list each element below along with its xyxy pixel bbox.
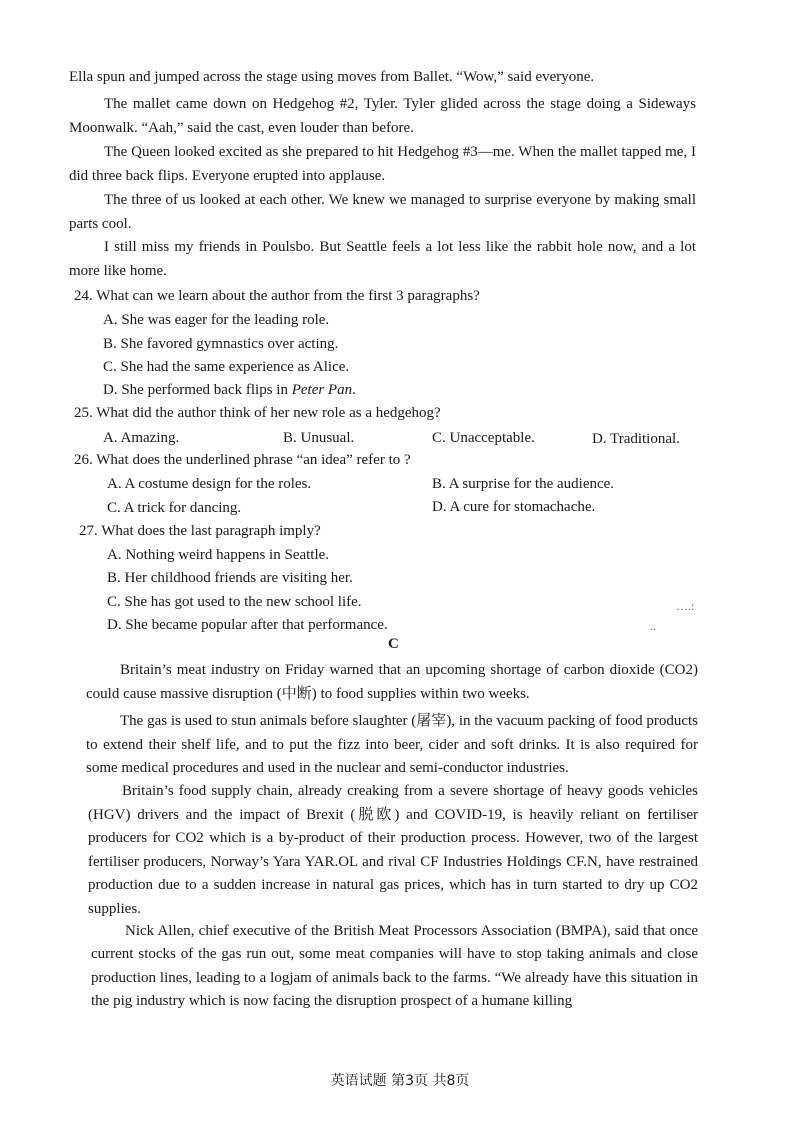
question-25-stem: 25. What did the author think of her new role as a hedgehog? xyxy=(74,405,441,421)
question-26-option-b: B. A surprise for the audience. xyxy=(432,476,615,492)
question-24-option-b: B. She favored gymnastics over acting. xyxy=(103,336,339,352)
margin-mark: .. xyxy=(650,619,656,633)
question-26-option-a: A. A costume design for the roles. xyxy=(107,476,312,492)
section-c-paragraph-2: Britain’s food supply chain, already creaking from a severe shortage of heavy goods vehicles (HGV) drivers and the impact of Brexit (脱欧) and COVID-19, is heavily reliant on fertiliser producers for CO2 which is a by-product of their production process. However, two of the largest fertiliser producers, Norway’s Yara YAR.OL and rival CF Industries Holdings CF.N, have restrained production due to a sudden increase in natural gas prices, which has in turn started to dry up CO2 supplies. xyxy=(88,783,698,917)
story-paragraph-3: The three of us looked at each other. We knew we managed to surprise everyone by making small parts cool. xyxy=(69,192,696,232)
question-27-option-d: D. She became popular after that performance. xyxy=(107,617,388,633)
section-c-title: C xyxy=(388,636,399,652)
question-27-option-b: B. Her childhood friends are visiting her. xyxy=(107,570,353,586)
story-paragraph-0: Ella spun and jumped across the stage using moves from Ballet. “Wow,” said everyone. xyxy=(69,69,595,85)
question-27-stem: 27. What does the last paragraph imply? xyxy=(79,523,321,539)
question-27-option-a: A. Nothing weird happens in Seattle. xyxy=(107,547,330,563)
story-paragraph-4: I still miss my friends in Poulsbo. But Seattle feels a lot less like the rabbit hole now, and a lot more like home. xyxy=(69,239,696,279)
question-27-option-c: C. She has got used to the new school life. xyxy=(107,594,362,610)
question-26-option-d: D. A cure for stomachache. xyxy=(432,499,596,515)
question-24-option-c: C. She had the same experience as Alice. xyxy=(103,359,350,375)
section-c-paragraph-0: Britain’s meat industry on Friday warned that an upcoming shortage of carbon dioxide (CO2) could cause massive disruption (中断) to food supplies within two weeks. xyxy=(86,662,698,702)
page-footer: 英语试题 第3页 共8页 xyxy=(330,1073,470,1089)
margin-mark: ….: xyxy=(676,599,695,613)
book-title: Peter Pan xyxy=(291,382,353,398)
option-d-period: . xyxy=(352,382,356,398)
question-24-option-a: A. She was eager for the leading role. xyxy=(103,312,330,328)
question-25-option-b: B. Unusual. xyxy=(283,430,355,446)
story-paragraph-2: The Queen looked excited as she prepared to hit Hedgehog #3—me. When the mallet tapped me, I did three back flips. Everyone erupted into applause. xyxy=(69,144,696,184)
option-d-text: D. She performed back flips in xyxy=(103,382,292,398)
question-26-option-c: C. A trick for dancing. xyxy=(107,500,242,516)
question-24-option-d xyxy=(103,381,356,400)
story-paragraph-1: The mallet came down on Hedgehog #2, Tyler. Tyler glided across the stage doing a Sideways Moonwalk. “Aah,” said the cast, even louder than before. xyxy=(69,96,696,136)
question-26-stem: 26. What does the underlined phrase “an idea” refer to ? xyxy=(74,452,411,468)
question-25-option-d: D. Traditional. xyxy=(592,431,680,447)
question-25-option-a: A. Amazing. xyxy=(103,430,180,446)
section-c-paragraph-3: Nick Allen, chief executive of the British Meat Processors Association (BMPA), said that once current stocks of the gas run out, some meat companies will have to stop taking animals and close production lines, leading to a logjam of animals back to the farms. “We already have this situation in the pig industry which is now facing the disruption prospect of a humane killing xyxy=(91,923,698,1009)
question-25-option-c: C. Unacceptable. xyxy=(432,430,535,446)
section-c-paragraph-1: The gas is used to stun animals before slaughter (屠宰), in the vacuum packing of food products to extend their shelf life, and to put the fizz into beer, cider and soft drinks. It is also required for some medical procedures and used in the nuclear and semi-conductor industries. xyxy=(86,713,698,777)
question-24-stem: 24. What can we learn about the author from the first 3 paragraphs? xyxy=(74,288,480,304)
